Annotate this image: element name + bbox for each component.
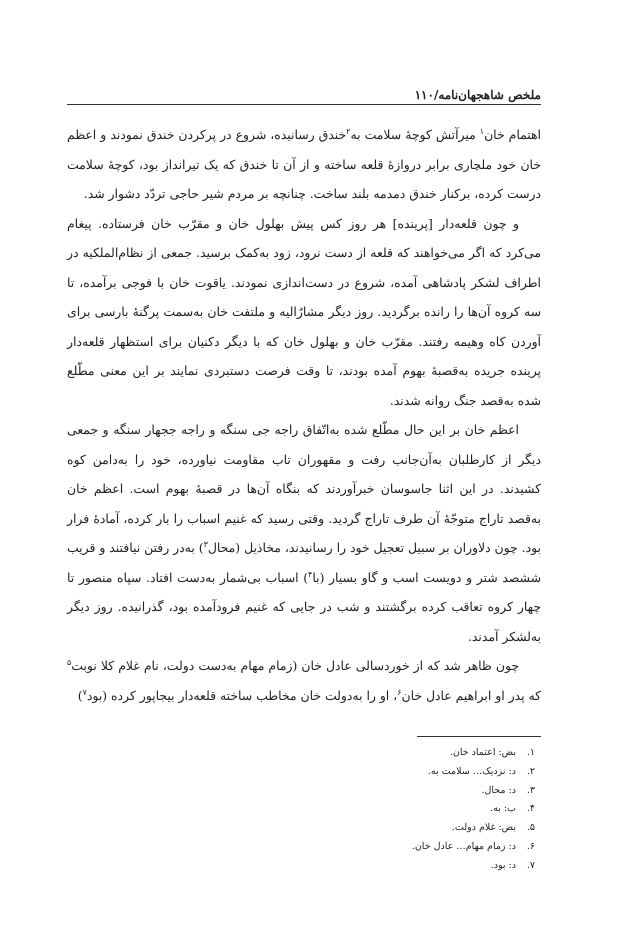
footnote-marker[interactable]: ۴ [308, 569, 313, 579]
paragraph-text: ، او را به‌دولت خان مخاطب ساخته قلعه‌دار بیجاپور کرده (بود [86, 687, 398, 703]
paragraph-text: ) [77, 687, 83, 703]
footnote-marker[interactable]: ۷ [82, 687, 87, 697]
footnote-text: د: محال. [481, 784, 516, 796]
footnote-marker[interactable]: ۵ [67, 657, 72, 667]
footnote-item [67, 782, 541, 801]
footnote-number: ۳. [526, 784, 535, 796]
footnote-item [67, 819, 541, 838]
footnote-item [67, 744, 541, 763]
body-text [67, 120, 541, 710]
footnote-text: ب: به. [490, 803, 516, 815]
paragraph-text: ) اسباب بی‌شمار به‌دست افتاد. سپاه منصور تا چهار کروه تعاقب کرده برگشتند و شب در جایی که غنیم فرودآمده بود، گذرانیده. روز دیگر به‌لشکر آمدند. [67, 569, 541, 644]
footnote-marker[interactable]: ۳ [203, 539, 208, 549]
footnote-marker[interactable]: ۶ [397, 687, 402, 697]
footnote-text: د: نزدیک… سلامت به. [427, 765, 516, 777]
footnote-number: ۱. [526, 747, 535, 758]
footnote-divider [417, 736, 541, 737]
body-paragraph [67, 651, 541, 710]
paragraph-text: اهتمام خان [484, 127, 541, 142]
footnote-text: بض: غلام دولت. [451, 822, 516, 834]
paragraph-text: ) به‌در رفتن نیافتند و قریب ششصد شتر و دویست اسب و گاو بسیار (با [67, 540, 541, 585]
paragraph-text: اعظم خان بر این حال مطّلع شده به‌اتّفاق راجه جی سنگه و راجه ججهار سنگه و جمعی دیگر از کارطلبان به‌آن‌جانب رفت و مقهوران تاب مقاومت نیاورده، خود را به‌دامن کوه کشیدند. در این اثنا جاسوسان خبرآوردند که بنگاه آن‌ها در قصبهٔ بهوم است. اعظم خان به‌قصد تاراج متوجّهٔ آن طرف تاراج گردید. وقتی رسید که غنیم اسباب را بار کرده، آمادهٔ فرار بود. چون دلاوران بر سبیل تعجیل خود را رسانیدند، مخاذیل (محال [67, 422, 541, 555]
body-paragraph [67, 209, 541, 416]
body-paragraph [67, 120, 541, 209]
running-header [67, 86, 541, 104]
paragraph-text: خندق رسانیده، شروع در پرکردن خندق نمودند و اعظم خان خود ملچاری برابر دروازهٔ قلعه ساخته و از آن تا خندق که یک تیرانداز بود، کوچهٔ سلامت درست کرده، برکنار خندق دمدمه بلند ساخت. چنانچه بر مردم شیر حاجی تردّد دشوار شد. [67, 127, 541, 201]
paragraph-text: که پدر او ابراهیم عادل خان [401, 687, 541, 703]
footnote-item [67, 763, 541, 782]
body-paragraph [67, 415, 541, 651]
footnote-item [67, 838, 541, 857]
footnote-text: بض: اعتماد خان. [449, 747, 516, 758]
header-divider [67, 104, 541, 105]
footnote-number: ۵. [526, 822, 535, 834]
footnote-number: ۶. [526, 840, 535, 852]
paragraph-text: و چون قلعه‌دار [پرینده] هر روز کس پیش بهلول خان و مقرّب خان فرستاده. پیغام می‌کرد که اگر می‌خواهند که قلعه از دست نرود، زود به‌کمک برسید. جمعی از نظام‌الملکیه در اطراف لشکر پادشاهی آمده، شروع در دست‌اندازی نمودند. یاقوت خان با فوجی برآمده، تا سه کروه آن‌ها را رانده برگردید. روز دیگر مشارٌالیه و ملتفت خان به‌سمت پرگنهٔ بارسی برای آوردن کاه وهیمه رفتند. مقرّب خان و بهلول خان که با دیگر دکنیان برای استظهار قلعه‌دار پرینده جریده به‌قصبهٔ بهوم آمده بودند، تا وقت فرصت دستبردی نمایند بر این معنی مطّلع شده به‌قصد جنگ روانه شدند. [67, 215, 541, 408]
footnote-item [67, 857, 541, 876]
footnote-number: ۴. [526, 803, 535, 815]
footnote-text: د: بود. [490, 859, 516, 871]
footnote-text: د: زمام مهام… عادل خان. [411, 840, 516, 852]
header-title: ملخص شاهجهان‌نامه/۱۱۰ [414, 88, 541, 102]
footnote-item [67, 800, 541, 819]
footnotes-list [67, 744, 541, 876]
paragraph-text: چون ظاهر شد که از خوردسالی عادل خان (زمام مهام به‌دست دولت، نام غلام کلا نوبت [71, 658, 519, 673]
footnote-marker[interactable]: ۱ [479, 126, 485, 136]
footnote-number: ۷. [526, 859, 535, 871]
paragraph-text: میرآتش کوچهٔ سلامت به [350, 127, 480, 142]
footnote-number: ۲. [526, 765, 535, 777]
footnote-marker[interactable]: ۲ [346, 126, 351, 136]
